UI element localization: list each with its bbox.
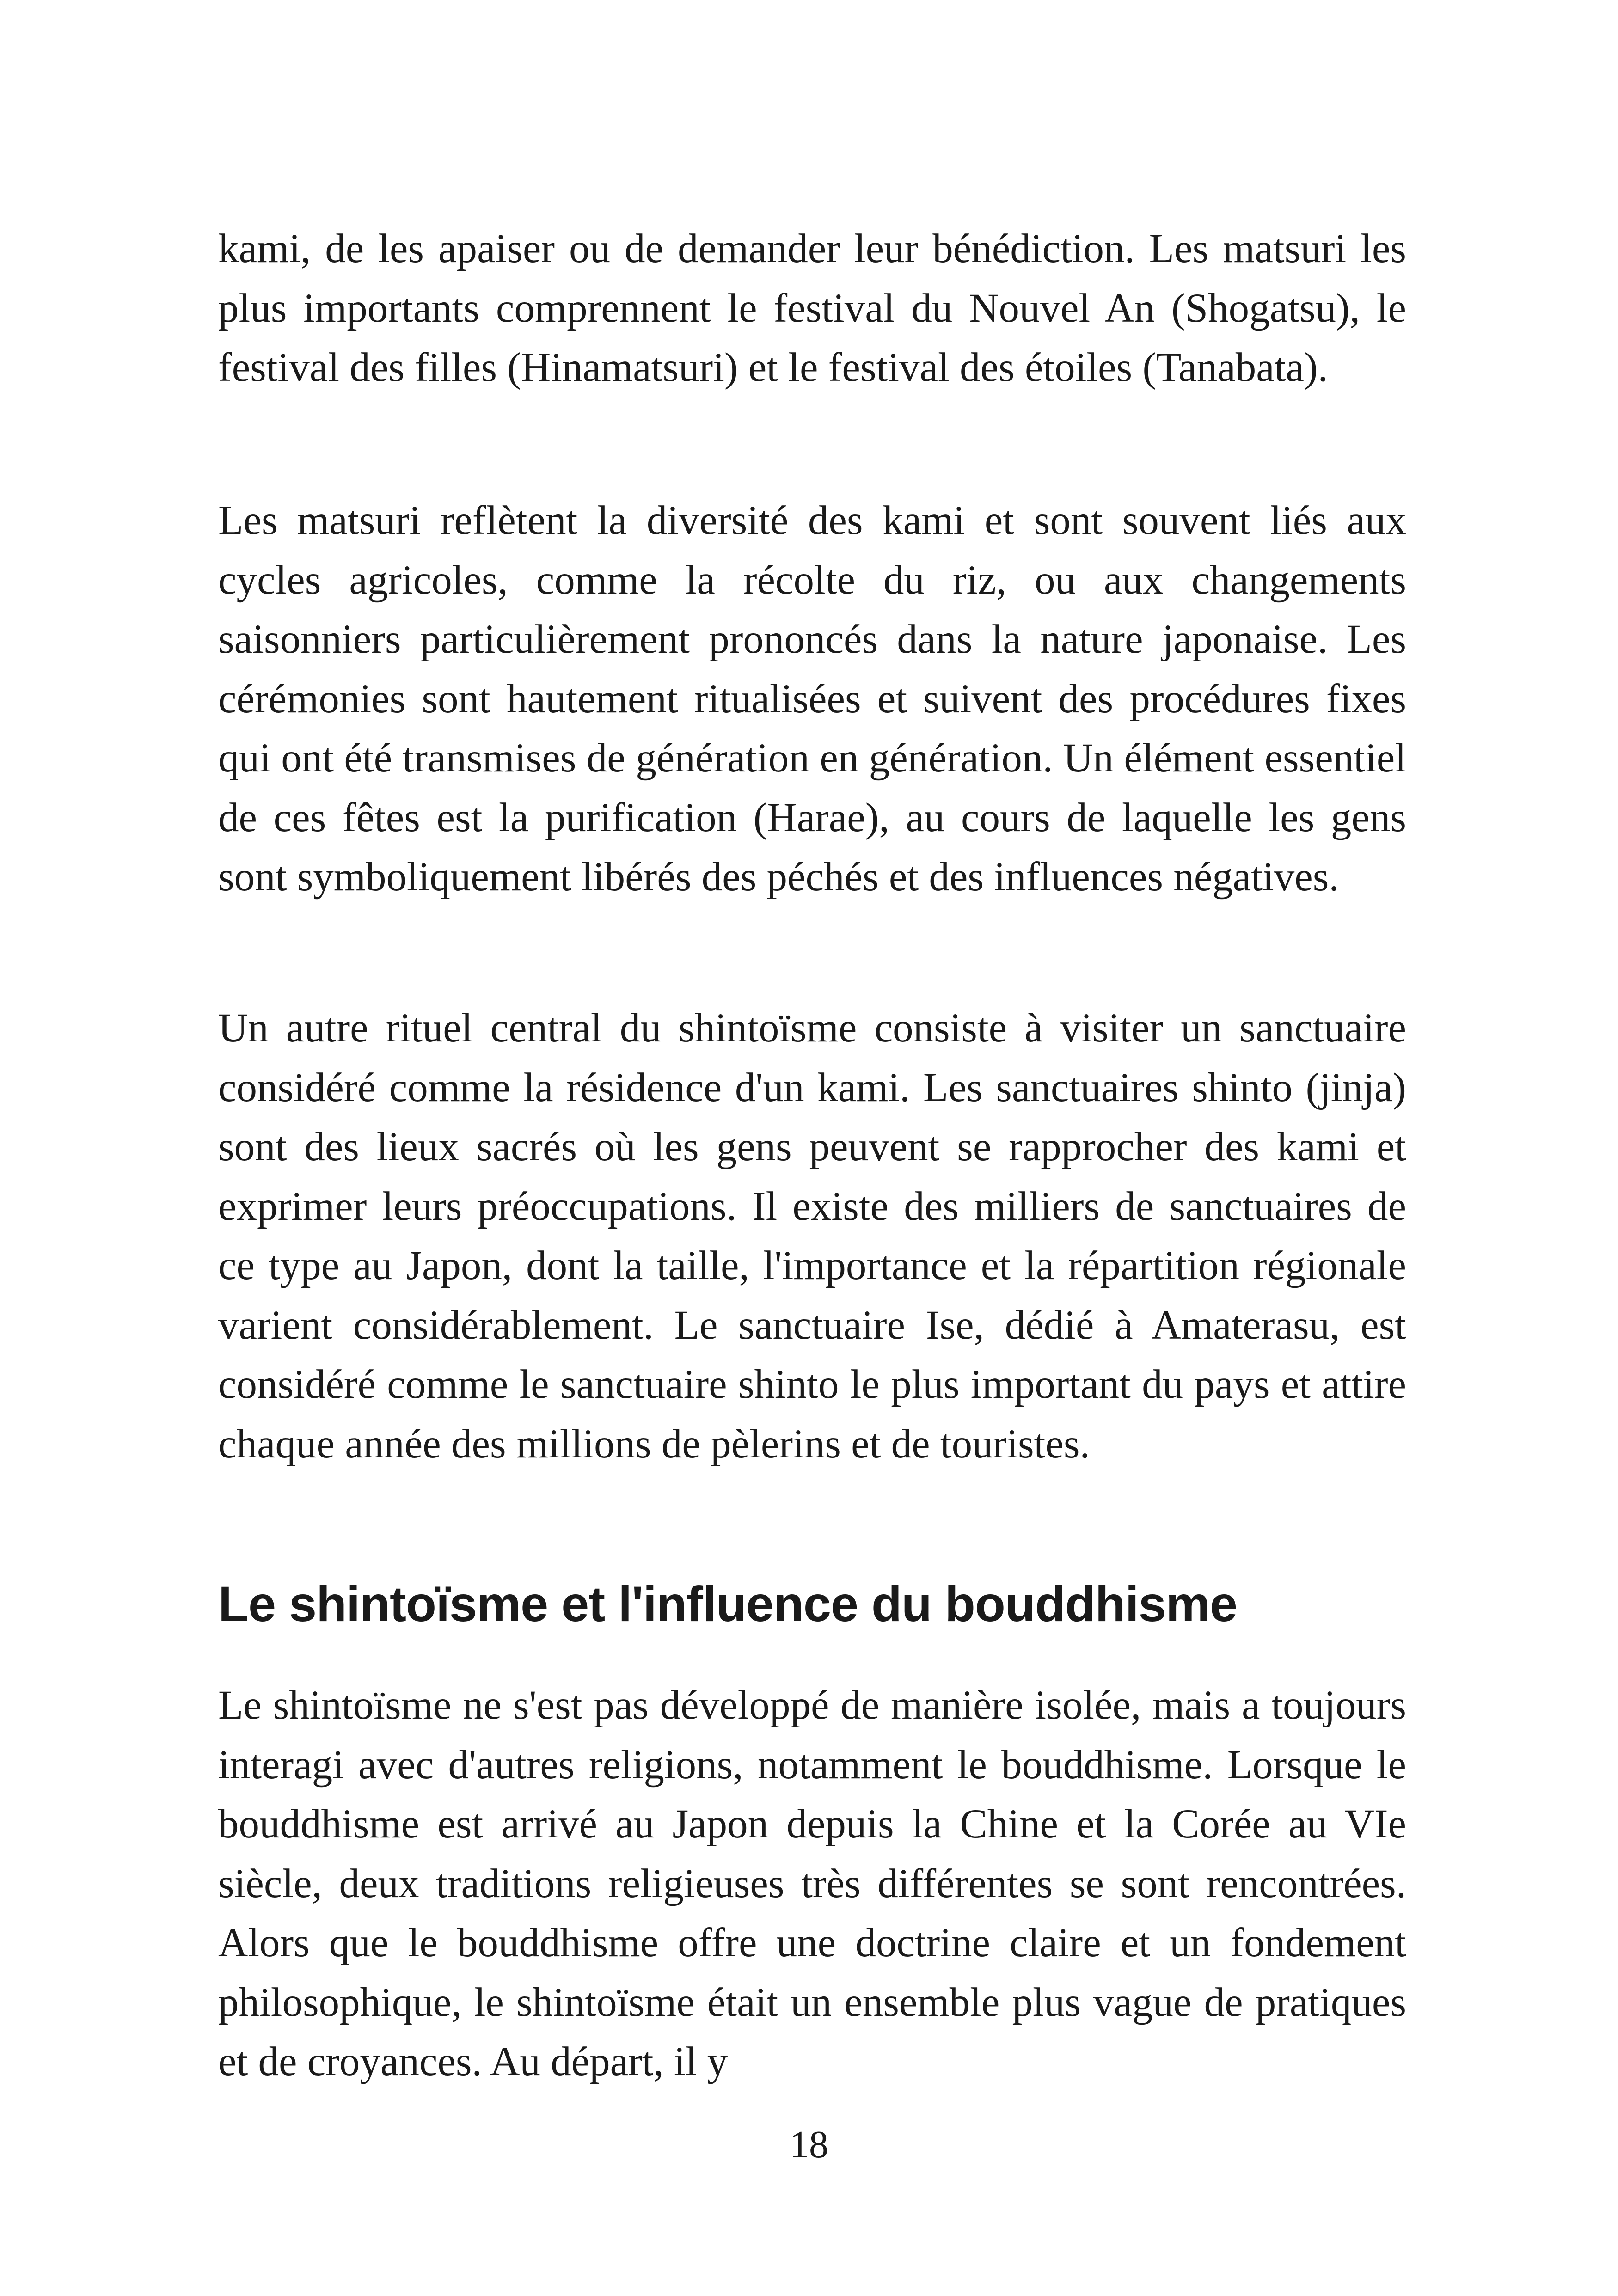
page-number: 18 — [790, 2123, 828, 2166]
paragraph-buddhism-influence: Le shintoïsme ne s'est pas développé de manière isolée, mais a toujours interagi avec d'autres religions, notamment le bouddhisme. Lorsque le bouddhisme est arrivé au Japon depuis la Chine et la Corée au VIe siècle, deux traditions religieuses très différentes se sont rencontrées. Alors que le bouddhisme offre une doctrine claire et un fondement philosophique, le shintoïsme était un ensemble plus vague de pratiques et de croyances. Au départ, il y — [218, 1683, 1406, 2084]
paragraph-matsuri-festivals: kami, de les apaiser ou de demander leur bénédiction. Les matsuri les plus importants comprennent le festival du Nouvel An (Shogatsu), le festival des filles (Hinamatsuri) et le festival des étoiles (Tanabata). — [218, 226, 1406, 390]
paragraph-shrine-visits: Un autre rituel central du shintoïsme consiste à visiter un sanctuaire considéré comme la résidence d'un kami. Les sanctuaires shinto (jinja) sont des lieux sacrés où les gens peuvent se rapprocher des kami et exprimer leurs préoccupations. Il existe des milliers de sanctuaires de ce type au Japon, dont la taille, l'importance et la répartition régionale varient considérablement. Le sanctuaire Ise, dédié à Amaterasu, est considéré comme le sanctuaire shinto le plus important du pays et attire chaque année des millions de pèlerins et de touristes. — [218, 1005, 1406, 1467]
section-heading: Le shintoïsme et l'influence du bouddhisme — [218, 1576, 1237, 1632]
paragraph-matsuri-diversity: Les matsuri reflètent la diversité des kami et sont souvent liés aux cycles agricoles, comme la récolte du riz, ou aux changements saisonniers particulièrement prononcés dans la nature japonaise. Les cérémonies sont hautement ritualisées et suivent des procédures fixes qui ont été transmises de génération en génération. Un élément essentiel de ces fêtes est la purification (Harae), au cours de laquelle les gens sont symboliquement libérés des péchés et des influences négatives. — [218, 498, 1406, 900]
